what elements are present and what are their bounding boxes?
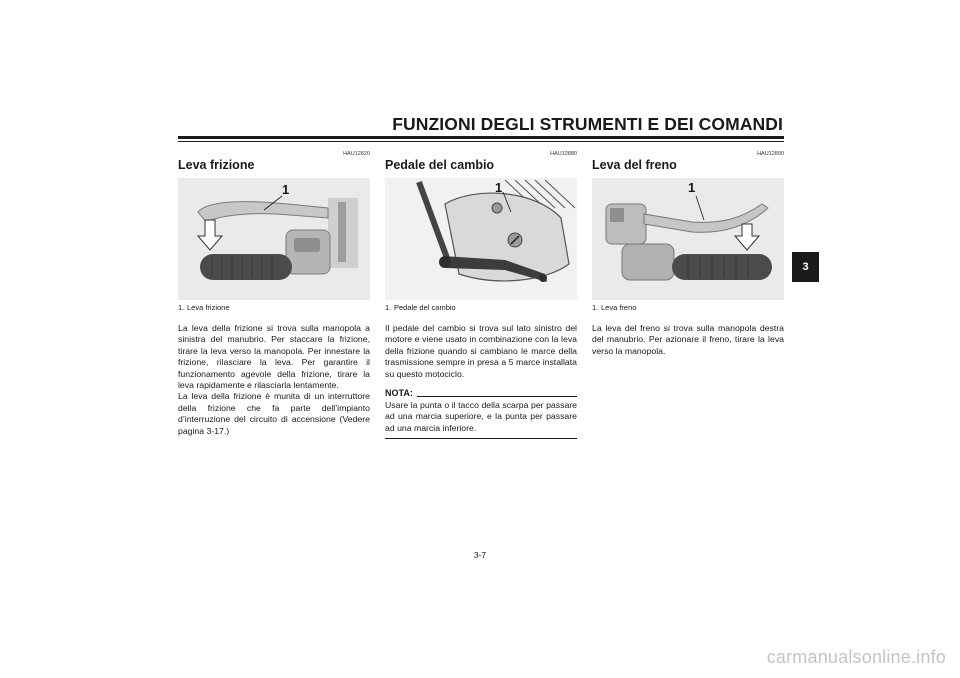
section-shift-pedal — [385, 150, 577, 439]
section-heading: Leva frizione — [178, 158, 255, 172]
section-code: HAU12820 — [343, 151, 370, 157]
caption-number: 1. — [178, 303, 185, 312]
section-code: HAU12890 — [757, 151, 784, 157]
section-heading: Pedale del cambio — [385, 158, 495, 172]
shift-pedal-figure — [385, 178, 577, 300]
caption-number: 1. — [592, 303, 599, 312]
figure-caption — [592, 303, 784, 313]
section-brake-lever — [592, 150, 784, 357]
header-rule-thick — [178, 136, 784, 139]
page-number: 3-7 — [473, 550, 487, 560]
header-rule-thin — [178, 141, 784, 142]
figure-callout: 1 — [495, 180, 503, 195]
figure-caption — [178, 303, 370, 313]
caption-text: Pedale del cambio — [394, 303, 456, 312]
section-clutch-lever — [178, 150, 370, 437]
body-paragraph: La leva del freno si trova sulla manopola destra del manubrio. Per azionare il freno, tirare la leva verso la manopola. — [592, 323, 784, 356]
brake-lever-figure — [592, 178, 784, 300]
figure-callout: 1 — [688, 180, 696, 195]
note-rule — [417, 396, 577, 397]
caption-text: Leva frizione — [187, 303, 230, 312]
note-text: Usare la punta o il tacco della scarpa per passare ad una marcia superiore, e la punta per passare ad una marcia inferiore. — [385, 400, 577, 439]
body-paragraph: Il pedale del cambio si trova sul lato sinistro del motore e viene usato in combinazione con la leva della frizione quando si cambiano le marce della trasmissione sempre in presa a 5 marce installata su questo motociclo. — [385, 323, 577, 379]
section-code: HAU12880 — [550, 151, 577, 157]
clutch-lever-figure — [178, 178, 370, 300]
note-label: NOTA: — [385, 388, 413, 399]
chapter-tab[interactable]: 3 — [792, 252, 819, 282]
body-paragraph: La leva della frizione si trova sulla manopola a sinistra del manubrio. Per staccare la frizione, tirare la leva verso la manopola. Per innestare la frizione, rilasciare la leva. Per garantire il funzionamento agevole della frizione, tirare la leva rapidamente e rilasciarla lentamente. — [178, 323, 370, 391]
body-paragraph: La leva della frizione è munita di un interruttore della frizione che fa parte dell’impianto d’interruzione del circuito di accensione (Vedere pagina 3-17.) — [178, 391, 370, 436]
caption-text: Leva freno — [601, 303, 637, 312]
page-header-title: FUNZIONI DEGLI STRUMENTI E DEI COMANDI — [392, 114, 783, 134]
watermark-text: carmanualsonline.info — [766, 647, 946, 667]
note-box — [385, 388, 577, 439]
caption-number: 1. — [385, 303, 392, 312]
figure-caption — [385, 303, 577, 313]
section-heading: Leva del freno — [592, 158, 677, 172]
figure-callout: 1 — [282, 182, 290, 197]
